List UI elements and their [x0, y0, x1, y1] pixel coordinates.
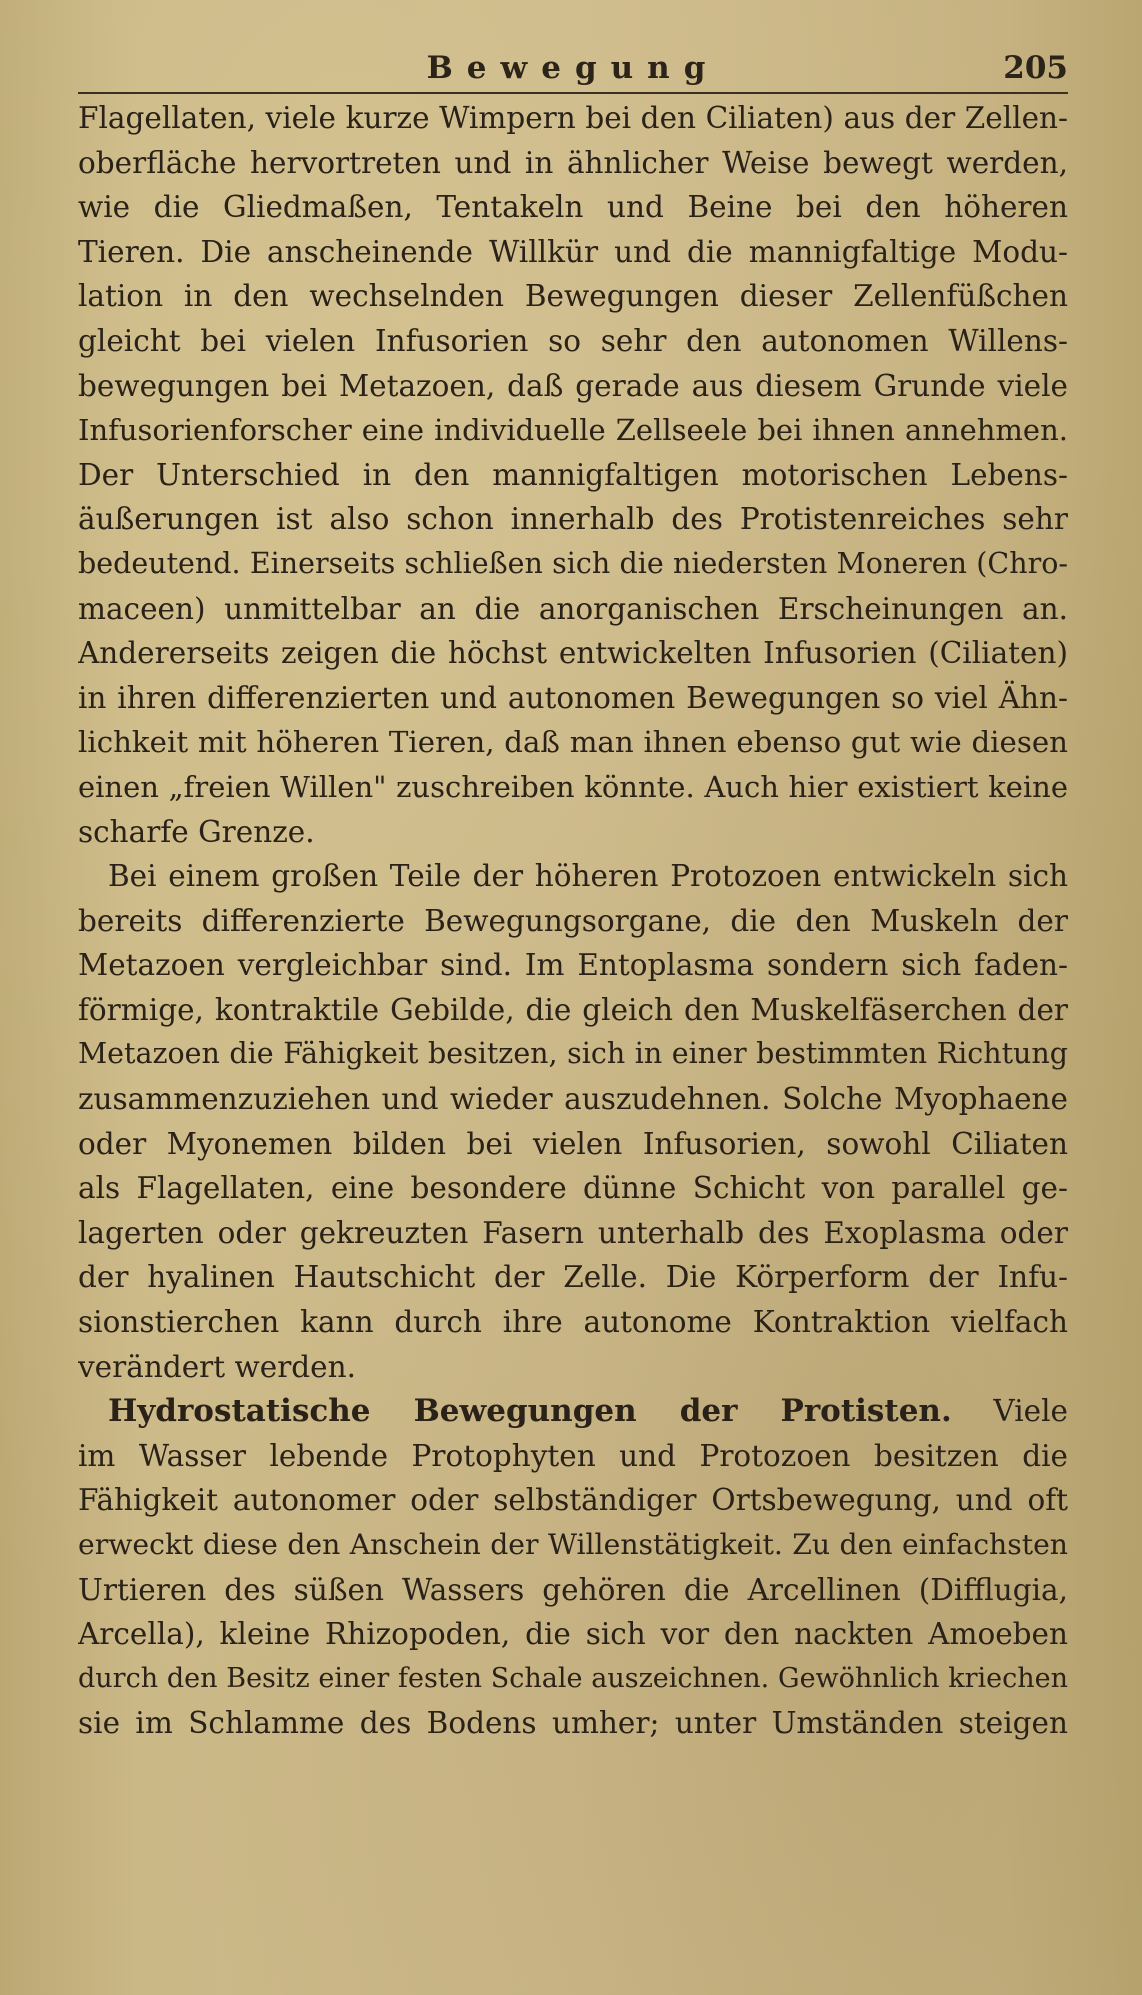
- text-line: sionstierchen kann durch ihre autonome Kontraktion vielfach: [78, 1305, 1068, 1340]
- text-line: Bei einem großen Teile der höheren Protozoen entwickeln sich: [108, 859, 1068, 894]
- text-line: Tieren. Die anscheinende Willkür und die mannigfaltige Modu-: [78, 234, 1068, 269]
- header-rule: [78, 92, 1068, 94]
- text-line: Arcella), kleine Rhizopoden, die sich vor den nackten Amoeben: [78, 1617, 1068, 1652]
- section-first-line-text: Viele: [993, 1394, 1068, 1429]
- text-line: als Flagellaten, eine besondere dünne Schicht von parallel ge-: [78, 1171, 1068, 1206]
- paragraph-3: [78, 1389, 1068, 1746]
- text-line: äußerungen ist also schon innerhalb des Protistenreiches sehr: [78, 502, 1068, 537]
- paragraph-1: [78, 96, 1068, 854]
- text-line: Fähigkeit autonomer oder selbständiger Ortsbewegung, und oft: [78, 1483, 1068, 1518]
- text-line: Flagellaten, viele kurze Wimpern bei den Ciliaten) aus der Zellen-: [78, 101, 1068, 135]
- text-line: Infusorienforscher eine individuelle Zellseele bei ihnen annehmen.: [78, 413, 1068, 448]
- text-line: Metazoen vergleichbar sind. Im Entoplasma sondern sich faden-: [78, 948, 1068, 983]
- text-line: lagerten oder gekreuzten Fasern unterhalb des Exoplasma oder: [78, 1215, 1068, 1250]
- text-line: sie im Schlamme des Bodens umher; unter Umständen steigen: [78, 1706, 1068, 1741]
- text-line: durch den Besitz einer festen Schale auszeichnen. Gewöhnlich kriechen: [78, 1662, 1068, 1694]
- text-line: lichkeit mit höheren Tieren, daß man ihnen ebenso gut wie diesen: [78, 725, 1068, 760]
- text-line: oberfläche hervortreten und in ähnlicher Weise bewegt werden,: [78, 145, 1068, 180]
- paragraph-2: [78, 854, 1068, 1389]
- text-line: lation in den wechselnden Bewegungen dieser Zellenfüßchen: [78, 279, 1068, 314]
- text-line: verändert werden.: [78, 1349, 357, 1384]
- text-line: der hyalinen Hautschicht der Zelle. Die Körperform der Infu-: [78, 1260, 1068, 1295]
- text-line: einen „freien Willen" zuschreiben könnte. Auch hier existiert keine: [78, 769, 1068, 804]
- text-line: oder Myonemen bilden bei vielen Infusorien, sowohl Ciliaten: [78, 1126, 1068, 1161]
- text-line: in ihren differenzierten und autonomen Bewegungen so viel Ähn-: [78, 680, 1068, 715]
- body-text: [78, 96, 1068, 1746]
- text-line: zusammenzuziehen und wieder auszudehnen. Solche Myophaene: [78, 1082, 1068, 1117]
- page-number: 205: [1003, 50, 1068, 86]
- text-line: Metazoen die Fähigkeit besitzen, sich in einer bestimmten Richtung: [78, 1037, 1068, 1071]
- text-line: im Wasser lebende Protophyten und Protozoen besitzen die: [78, 1438, 1068, 1473]
- text-line: Urtieren des süßen Wassers gehören die Arcellinen (Difflugia,: [78, 1572, 1068, 1607]
- page-header: [78, 0, 1068, 96]
- text-line: gleicht bei vielen Infusorien so sehr den autonomen Willens-: [78, 323, 1068, 358]
- text-line: bewegungen bei Metazoen, daß gerade aus diesem Grunde viele: [78, 368, 1068, 403]
- text-line: bedeutend. Einerseits schließen sich die niedersten Moneren (Chro-: [78, 546, 1068, 580]
- section-heading: Hydrostatische Bewegungen der Protisten.: [108, 1393, 952, 1430]
- text-line: förmige, kontraktile Gebilde, die gleich den Muskelfäserchen der: [78, 992, 1068, 1027]
- text-line: maceen) unmittelbar an die anorganischen Erscheinungen an.: [78, 591, 1068, 626]
- text-line: wie die Gliedmaßen, Tentakeln und Beine bei den höheren: [78, 190, 1068, 225]
- text-line: Der Unterschied in den mannigfaltigen motorischen Lebens-: [78, 457, 1068, 492]
- text-line: bereits differenzierte Bewegungsorgane, die den Muskeln der: [78, 903, 1068, 938]
- text-line: scharfe Grenze.: [78, 814, 315, 849]
- running-title: Bewegung: [426, 50, 720, 86]
- section-first-line: [78, 1389, 1068, 1434]
- text-line: erweckt diese den Anschein der Willenstätigkeit. Zu den einfachsten: [78, 1528, 1068, 1561]
- text-line: Andererseits zeigen die höchst entwickelten Infusorien (Ciliaten): [78, 636, 1068, 671]
